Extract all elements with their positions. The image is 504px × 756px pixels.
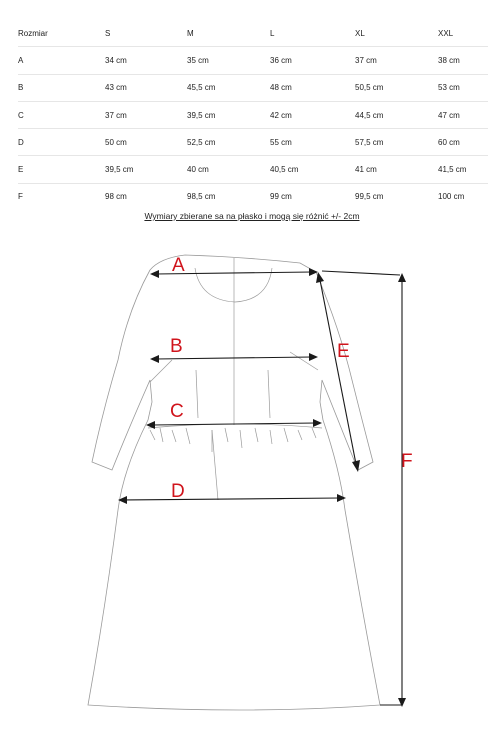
- table-cell: 43 cm: [105, 74, 187, 101]
- table-cell: 50 cm: [105, 129, 187, 156]
- header-cell: M: [187, 20, 270, 47]
- row-label: D: [18, 129, 105, 156]
- table-cell: 98 cm: [105, 192, 127, 202]
- table-cell: 48 cm: [270, 74, 355, 101]
- header-cell: XL: [355, 20, 438, 47]
- table-cell: 98,5 cm: [187, 192, 216, 202]
- label-b: B: [170, 336, 183, 357]
- row-label: F: [18, 192, 23, 202]
- waist-gathers: [150, 428, 316, 452]
- table-header-row: [18, 20, 488, 47]
- table-cell: 45,5 cm: [187, 74, 270, 101]
- table-cell: 99,5 cm: [355, 192, 384, 202]
- header-cell: Rozmiar: [18, 20, 105, 47]
- label-e: E: [337, 341, 350, 362]
- table-cell: 41,5 cm: [438, 156, 488, 183]
- table-cell: 37 cm: [105, 101, 187, 128]
- skirt-seam: [212, 430, 218, 500]
- header-cell: S: [105, 20, 187, 47]
- table-cell: 55 cm: [270, 129, 355, 156]
- table-cell: 100 cm: [438, 192, 465, 202]
- dress-diagram: [0, 240, 504, 750]
- table-row: [18, 156, 488, 183]
- table-row: [18, 74, 488, 101]
- table-row: [18, 129, 488, 156]
- row-label: B: [18, 74, 105, 101]
- bodice-dart-right: [290, 352, 318, 370]
- label-f: F: [401, 451, 413, 472]
- table-cell: 41 cm: [355, 156, 438, 183]
- table-cell: 38 cm: [438, 47, 488, 74]
- table-cell: 47 cm: [438, 101, 488, 128]
- measure-f: [322, 271, 406, 707]
- size-table: [18, 20, 488, 210]
- table-cell: 60 cm: [438, 129, 488, 156]
- table-cell: 37 cm: [355, 47, 438, 74]
- label-c: C: [170, 401, 184, 422]
- measure-d: [118, 494, 346, 504]
- table-cell: 39,5 cm: [105, 156, 187, 183]
- bodice-seam-left: [196, 370, 198, 418]
- table-cell: 40 cm: [187, 156, 270, 183]
- table-row: [18, 101, 488, 128]
- table-cell: 53 cm: [438, 74, 488, 101]
- header-cell: L: [270, 20, 355, 47]
- table-cell: 57,5 cm: [355, 129, 438, 156]
- table-cell: 36 cm: [270, 47, 355, 74]
- table-cell: 52,5 cm: [187, 129, 270, 156]
- label-d: D: [171, 481, 185, 502]
- table-cell: 40,5 cm: [270, 156, 355, 183]
- row-label: A: [18, 47, 105, 74]
- table-cell: 50,5 cm: [355, 74, 438, 101]
- table-cell: 35 cm: [187, 47, 270, 74]
- table-cell: 42 cm: [270, 101, 355, 128]
- measurement-note: Wymiary zbierane sa na płasko i mogą się różnić +/- 2cm: [144, 211, 360, 221]
- table-cell: 99 cm: [270, 192, 292, 202]
- bodice-seam-right: [268, 370, 270, 418]
- label-a: A: [172, 255, 185, 276]
- table-cell: 34 cm: [105, 47, 187, 74]
- table-cell: 44,5 cm: [355, 101, 438, 128]
- measure-e: [316, 272, 360, 472]
- header-cell: XXL: [438, 20, 488, 47]
- table-row: [18, 183, 488, 210]
- row-label: E: [18, 156, 105, 183]
- table-cell: 39,5 cm: [187, 101, 270, 128]
- row-label: C: [18, 101, 105, 128]
- bodice-dart-left: [150, 360, 172, 382]
- table-row: [18, 47, 488, 74]
